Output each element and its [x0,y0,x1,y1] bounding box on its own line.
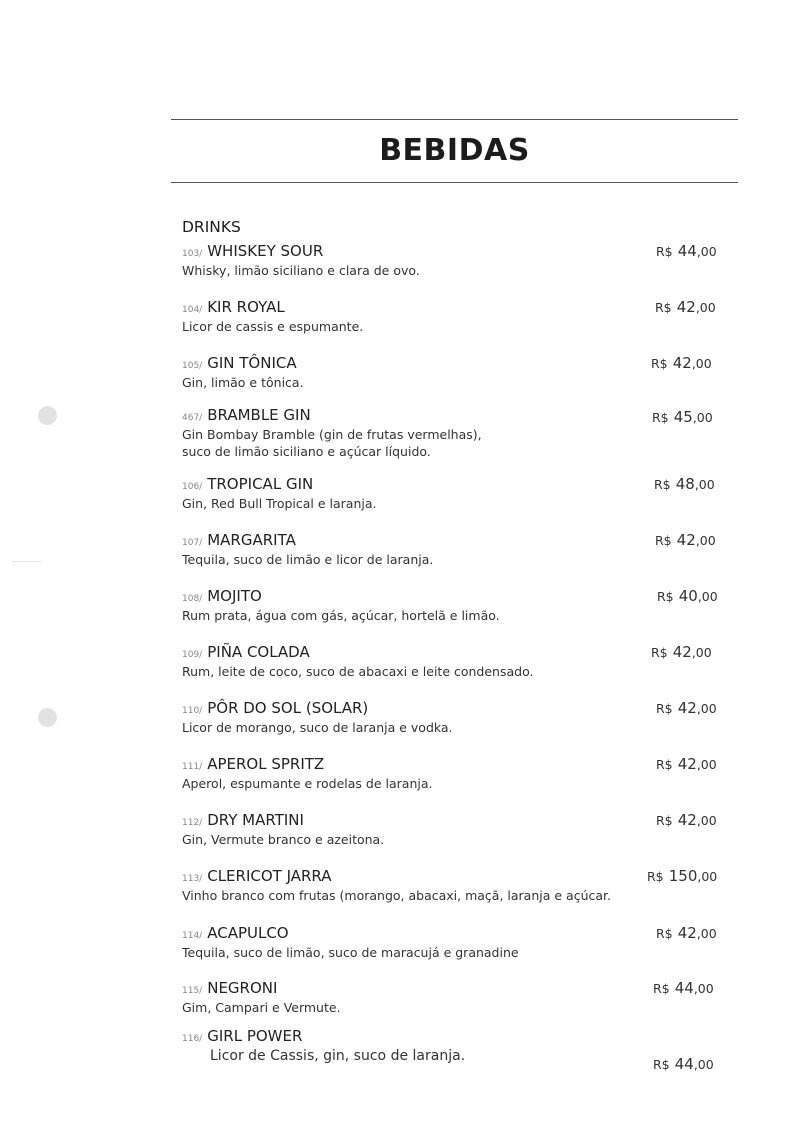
item-name: PÔR DO SOL (SOLAR) [207,699,369,717]
item-description-line: Licor de Cassis, gin, suco de laranja. [210,1048,466,1064]
item-price [656,754,717,773]
price-decimals: ,00 [694,477,715,492]
item-description [182,374,304,391]
item-description-line: Rum prata, água com gás, açúcar, hortelã e limão. [182,608,500,623]
item-heading [182,474,313,493]
item-price [655,297,716,316]
item-price [651,353,712,372]
price-currency: R$ [657,589,674,604]
item-price [647,866,717,885]
price-currency: R$ [656,244,673,259]
price-integer: 44 [674,1055,694,1073]
item-name: APEROL SPRITZ [207,755,325,773]
item-heading [182,530,296,549]
item-description [182,607,500,624]
item-heading [182,866,332,885]
item-description [182,999,341,1016]
item-price [656,923,717,942]
item-number: 105/ [182,361,203,371]
price-decimals: ,00 [696,244,717,259]
item-name: MOJITO [207,587,262,605]
item-price [651,642,712,661]
price-decimals: ,00 [695,300,716,315]
item-description [182,426,482,460]
price-decimals: ,00 [697,869,718,884]
item-number: 114/ [182,931,203,941]
price-integer: 150 [668,867,698,885]
item-description [182,775,432,792]
price-integer: 42 [677,755,697,773]
item-description [182,318,363,335]
title-rule-top [171,119,738,120]
menu-item [182,810,742,860]
price-currency: R$ [654,477,671,492]
price-decimals: ,00 [696,701,717,716]
item-number: 104/ [182,305,203,315]
item-price [652,407,713,426]
item-heading [182,353,297,372]
price-integer: 42 [677,924,697,942]
item-description-line: Whisky, limão siciliano e clara de ovo. [182,263,420,278]
menu-item [182,297,742,347]
item-name: DRY MARTINI [207,811,304,829]
item-price [656,810,717,829]
price-integer: 42 [677,811,697,829]
item-heading [182,978,277,997]
fold-mark [12,561,42,562]
item-description-line: Gin Bombay Bramble (gin de frutas vermelhas), [182,427,482,442]
price-currency: R$ [656,926,673,941]
item-price [656,241,717,260]
price-decimals: ,00 [691,645,712,660]
item-price [656,698,717,717]
item-number: 109/ [182,650,203,660]
item-number: 106/ [182,482,203,492]
price-currency: R$ [655,533,672,548]
item-name: NEGRONI [207,979,278,997]
item-number: 115/ [182,986,203,996]
item-description [182,262,420,279]
item-number: 113/ [182,874,203,884]
price-decimals: ,00 [693,1057,714,1072]
item-name: BRAMBLE GIN [207,406,311,424]
price-currency: R$ [651,356,668,371]
price-decimals: ,00 [691,356,712,371]
item-price [654,474,715,493]
menu-item [182,530,742,580]
item-description-line: Licor de cassis e espumante. [182,319,364,334]
price-integer: 42 [676,298,696,316]
item-description-line: Licor de morango, suco de laranja e vodka. [182,720,453,735]
item-description [182,495,377,512]
price-currency: R$ [656,757,673,772]
price-currency: R$ [652,410,669,425]
binder-hole-top [38,406,57,425]
menu-item [182,642,742,692]
item-name: CLERICOT JARRA [207,867,332,885]
price-currency: R$ [653,1057,670,1072]
page-title: BEBIDAS [379,133,530,168]
item-heading [182,1026,302,1045]
item-description [182,944,519,961]
item-description-line: suco de limão siciliano e açúcar líquido. [182,444,431,459]
item-description-line: Gin, limão e tônica. [182,375,304,390]
item-description-line: Vinho branco com frutas (morango, abacaxi, maçã, laranja e açúcar. [182,888,611,903]
binder-hole-bottom [38,708,57,727]
price-decimals: ,00 [697,589,718,604]
item-description-line: Gin, Vermute branco e azeitona. [182,832,385,847]
item-description [182,663,533,680]
item-name: ACAPULCO [207,924,289,942]
menu-item [182,698,742,748]
item-number: 107/ [182,538,203,548]
item-number: 467/ [182,413,203,423]
price-integer: 45 [673,408,693,426]
menu-item [182,241,742,291]
item-description [182,831,384,848]
price-decimals: ,00 [692,410,713,425]
price-currency: R$ [651,645,668,660]
price-decimals: ,00 [696,757,717,772]
item-number: 110/ [182,706,203,716]
menu-item [182,474,742,524]
item-heading [182,810,304,829]
item-description-line: Gin, Red Bull Tropical e laranja. [182,496,377,511]
item-heading [182,586,262,605]
price-integer: 42 [677,699,697,717]
item-number: 108/ [182,594,203,604]
item-description-line: Aperol, espumante e rodelas de laranja. [182,776,433,791]
item-description [210,1048,465,1065]
item-description [182,551,433,568]
item-name: WHISKEY SOUR [207,242,324,260]
menu-item [182,353,742,403]
price-decimals: ,00 [693,981,714,996]
price-currency: R$ [647,869,664,884]
item-name: MARGARITA [207,531,296,549]
price-integer: 42 [672,643,692,661]
item-number: 116/ [182,1034,203,1044]
price-integer: 44 [674,979,694,997]
price-currency: R$ [653,981,670,996]
price-decimals: ,00 [696,813,717,828]
menu-item [182,978,742,1028]
item-name: PIÑA COLADA [207,643,310,661]
price-decimals: ,00 [695,533,716,548]
item-name: GIN TÔNICA [207,354,297,372]
item-price [653,978,714,997]
price-decimals: ,00 [696,926,717,941]
item-heading [182,241,323,260]
price-integer: 42 [676,531,696,549]
price-currency: R$ [656,813,673,828]
item-price [653,1054,714,1073]
item-name: TROPICAL GIN [207,475,314,493]
item-description-line: Tequila, suco de limão e licor de laranja. [182,552,434,567]
menu-item [182,754,742,804]
item-heading [182,405,311,424]
item-description-line: Gim, Campari e Vermute. [182,1000,341,1015]
price-integer: 40 [678,587,698,605]
item-heading [182,754,324,773]
menu-item [182,586,742,636]
price-currency: R$ [655,300,672,315]
section-heading: DRINKS [182,218,241,236]
price-integer: 48 [675,475,695,493]
item-name: KIR ROYAL [207,298,285,316]
price-currency: R$ [656,701,673,716]
item-price [655,530,716,549]
item-number: 111/ [182,762,203,772]
price-integer: 44 [677,242,697,260]
menu-item [182,866,742,916]
item-heading [182,698,368,717]
item-name: GIRL POWER [207,1027,303,1045]
item-description [182,887,611,904]
price-integer: 42 [672,354,692,372]
item-number: 112/ [182,818,203,828]
menu-item [182,405,742,459]
menu-item [182,1026,742,1076]
item-description [182,719,453,736]
item-description-line: Tequila, suco de limão, suco de maracujá e granadine [182,945,519,960]
item-price [657,586,718,605]
title-rule-bottom [171,182,738,183]
item-heading [182,297,285,316]
item-heading [182,923,289,942]
item-heading [182,642,310,661]
item-number: 103/ [182,249,203,259]
item-description-line: Rum, leite de coco, suco de abacaxi e leite condensado. [182,664,534,679]
menu-item [182,923,742,973]
